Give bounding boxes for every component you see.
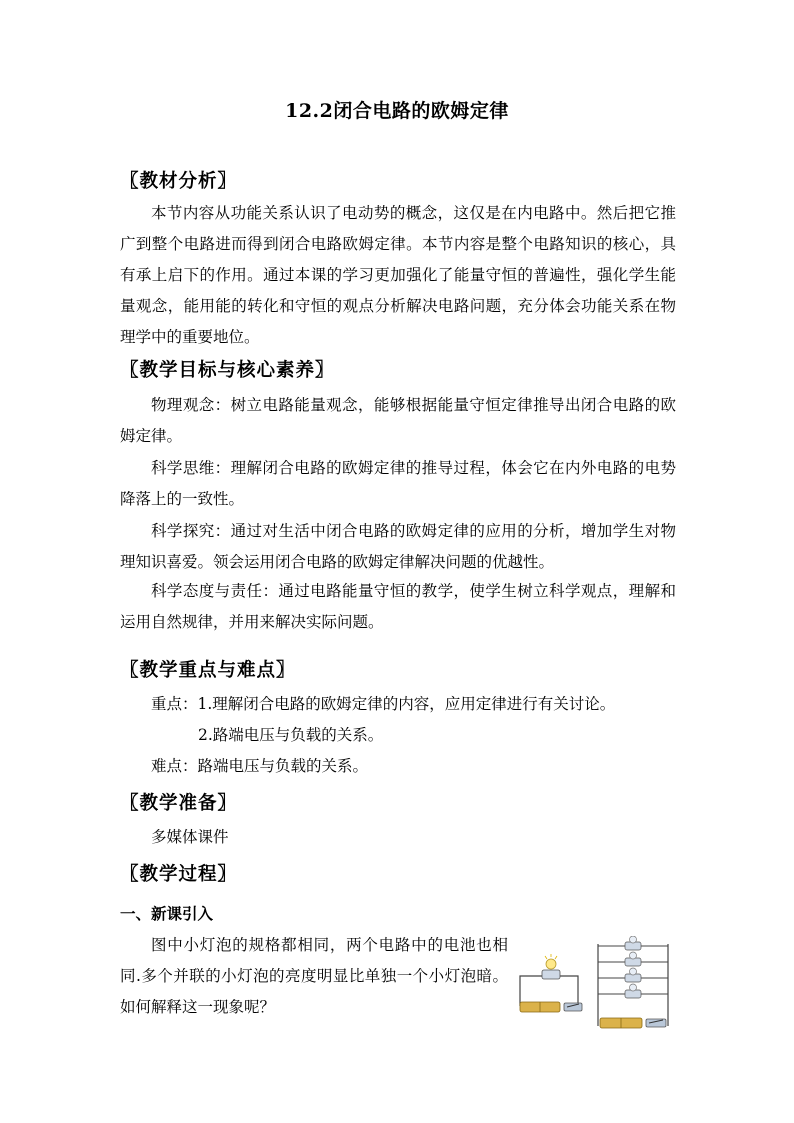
intro-paragraph: 图中小灯泡的规格都相同，两个电路中的电池也相同.多个并联的小灯泡的亮度明显比单独一个小灯泡暗。如何解释这一现象呢？ bbox=[120, 936, 508, 1016]
goal-item-scientific-thinking: 科学思维：理解闭合电路的欧姆定律的推导过程，体会它在内外电路的电势降落上的一致性。 bbox=[120, 459, 676, 508]
circuit-diagram-figure bbox=[514, 936, 674, 1034]
parallel-bulbs-circuit bbox=[598, 936, 668, 1028]
prep-content: 多媒体课件 bbox=[151, 828, 229, 846]
switch-icon bbox=[564, 1003, 582, 1011]
section-heading-prep: 〖教学准备〗 bbox=[120, 793, 238, 814]
parallel-branch bbox=[598, 952, 668, 966]
key-point-line-2: 2.路端电压与负载的关系。 bbox=[198, 726, 384, 744]
parallel-branch bbox=[598, 984, 668, 998]
bulb-icon bbox=[542, 954, 560, 979]
parallel-branch bbox=[598, 936, 668, 950]
goal-item-physics-concept: 物理观念：树立电路能量观念，能够根据能量守恒定律推导出闭合电路的欧姆定律。 bbox=[120, 396, 676, 445]
parallel-branch bbox=[598, 968, 668, 982]
goal-item-attitude-responsibility: 科学态度与责任：通过电路能量守恒的教学，使学生树立科学观点，理解和运用自然规律，并用来解决实际问题。 bbox=[120, 582, 676, 631]
battery-icon bbox=[520, 1002, 560, 1012]
switch-icon bbox=[646, 1019, 666, 1027]
difficulty-line: 难点：路端电压与负载的关系。 bbox=[151, 757, 369, 775]
section-heading-goals: 〖教学目标与核心素养〗 bbox=[120, 360, 335, 381]
section-heading-analysis: 〖教材分析〗 bbox=[120, 171, 238, 192]
section-heading-process: 〖教学过程〗 bbox=[120, 864, 238, 885]
single-bulb-circuit bbox=[520, 954, 582, 1012]
goal-item-scientific-inquiry: 科学探究：通过对生活中闭合电路的欧姆定律的应用的分析，增加学生对物理知识喜爱。领会运用闭合电路的欧姆定律解决问题的优越性。 bbox=[120, 522, 676, 571]
analysis-paragraph: 本节内容从功能关系认识了电动势的概念，这仅是在内电路中。然后把它推广到整个电路进而得到闭合电路欧姆定律。本节内容是整个电路知识的核心，具有承上启下的作用。通过本课的学习更加强化了能量守恒的普遍性，强化学生能量观念，能用能的转化和守恒的观点分析解决电路问题，充分体会功能关系在物理学中的重要地位。 bbox=[120, 204, 676, 346]
key-point-line-1: 重点：1.理解闭合电路的欧姆定律的内容，应用定律进行有关讨论。 bbox=[151, 695, 616, 713]
subsection-heading-intro: 一、新课引入 bbox=[120, 904, 214, 923]
document-title: 12.2闭合电路的欧姆定律 bbox=[285, 100, 509, 122]
battery-icon bbox=[600, 1018, 642, 1028]
section-heading-focus: 〖教学重点与难点〗 bbox=[120, 660, 296, 681]
